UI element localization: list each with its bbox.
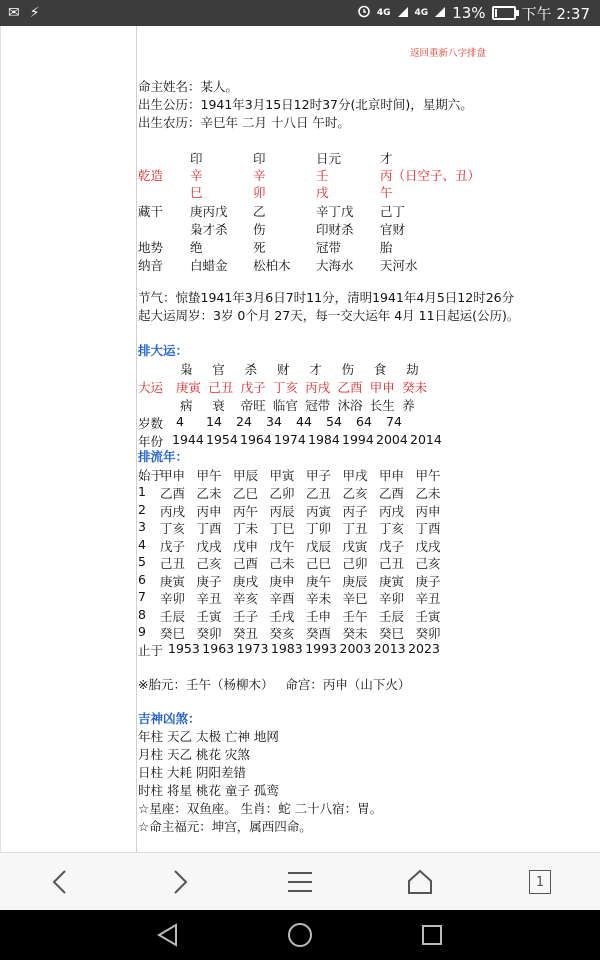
- nayin-2: 松柏木: [253, 258, 291, 273]
- liunian-cell: 己卯: [342, 556, 368, 571]
- liunian-end-year: 1953: [168, 641, 200, 656]
- liunian-start: 甲子: [306, 468, 332, 483]
- fuyuan-line: ☆命主福元：坤宫，属西四命。: [138, 819, 312, 834]
- dayun-state: 冠带: [305, 398, 331, 413]
- dayun-shishen: 才: [309, 362, 322, 377]
- top-shishen-1: 印: [190, 151, 203, 166]
- liunian-cell: 丙子: [342, 503, 368, 519]
- dayun-shishen: 枭: [180, 362, 193, 377]
- liunian-cell: 壬寅: [196, 608, 222, 624]
- canggan-1: 庚丙戊: [190, 204, 228, 219]
- top-shishen-3: 日元: [316, 151, 342, 166]
- liunian-cell: 丁未: [233, 521, 259, 536]
- canggan-label: 藏干: [138, 204, 164, 219]
- shensha-month: 月柱 天乙 桃花 灾煞: [138, 747, 250, 762]
- branch-4: 午: [380, 185, 393, 200]
- qiyun-line: 起大运周岁：3岁 0个月 27天，每一交大运年 4月 11日起运(公历)。: [138, 308, 520, 323]
- web-content: [0, 26, 600, 852]
- browser-toolbar: [0, 852, 600, 911]
- taiyuan-line: ※胎元：壬午（杨柳木） 命宫：丙申（山下火）: [138, 677, 411, 692]
- triangle-back-icon: [155, 922, 181, 948]
- dayun-state: 养: [402, 398, 415, 413]
- home-icon: [407, 869, 433, 895]
- liunian-cell: 丁丑: [342, 521, 368, 536]
- dayun-shishen: 劫: [406, 362, 419, 377]
- jieqi-line: 节气：惊蛰1941年3月6日7时11分，清明1941年4月5日12时26分: [138, 290, 515, 305]
- circle-home-icon: [286, 921, 314, 949]
- dishi-label: 地势: [138, 240, 164, 255]
- branch-1: 巳: [190, 185, 203, 200]
- dishi-3: 冠带: [316, 240, 342, 255]
- dayun-pillar: 丙戌: [305, 380, 331, 395]
- dayun-state: 病: [180, 398, 193, 413]
- message-icon: ✉: [8, 5, 20, 21]
- canggan-2: 乙: [253, 204, 266, 219]
- clock: 下午 2:37: [521, 4, 590, 23]
- liunian-cell: 辛丑: [415, 591, 441, 606]
- liunian-cell: 己丑: [160, 556, 186, 571]
- liunian-cell: 丙午: [233, 503, 259, 519]
- liunian-cell: 乙酉: [160, 486, 186, 501]
- dayun-age: 44: [296, 414, 312, 429]
- status-bar: [0, 0, 600, 26]
- liunian-row-number: 5: [138, 554, 146, 569]
- liunian-cell: 戊子: [379, 538, 405, 554]
- dayun-year: 1954: [206, 432, 238, 447]
- dayun-year: 1984: [308, 432, 340, 447]
- dayun-state: 沐浴: [337, 398, 363, 413]
- dayun-shishen: 杀: [244, 362, 258, 377]
- liunian-row-number: 9: [138, 624, 146, 639]
- liunian-cell: 戊辰: [306, 538, 332, 554]
- liunian-cell: 丁酉: [196, 521, 222, 536]
- liunian-cell: 戊子: [160, 538, 186, 554]
- dishi-2: 死: [253, 240, 266, 255]
- nayin-4: 天河水: [380, 258, 418, 273]
- dayun-year: 1944: [172, 432, 204, 447]
- dayun-pillar: 乙酉: [337, 380, 363, 395]
- forward-button[interactable]: [158, 863, 202, 901]
- page-margin-line: [136, 26, 137, 852]
- liunian-start: 甲申: [379, 468, 405, 483]
- dayun-shishen: 伤: [341, 362, 355, 377]
- cg-shishen-3: 印财杀: [316, 222, 354, 237]
- liunian-start: 甲寅: [269, 468, 295, 483]
- top-shishen-4: 才: [380, 151, 393, 166]
- liunian-cell: 丁巳: [269, 521, 295, 536]
- year-label: 年份: [138, 434, 164, 449]
- liunian-cell: 辛丑: [196, 591, 222, 606]
- chevron-left-icon: [50, 869, 70, 895]
- liunian-cell: 壬戌: [269, 608, 295, 624]
- liunian-cell: 壬寅: [415, 608, 441, 624]
- dayun-pillar: 甲申: [369, 380, 395, 395]
- liunian-cell: 壬午: [342, 608, 368, 624]
- cg-shishen-4: 官财: [380, 222, 406, 237]
- liunian-cell: 癸卯: [196, 626, 222, 641]
- home-button[interactable]: [398, 863, 442, 901]
- liunian-cell: 癸亥: [269, 626, 295, 641]
- dayun-shishen: 食: [373, 362, 387, 377]
- liunian-cell: 己亥: [196, 556, 222, 571]
- liunian-end-year: 1973: [236, 641, 269, 656]
- tabs-button[interactable]: [518, 863, 562, 901]
- shensha-year: 年柱 天乙 太极 亡神 地网: [138, 729, 279, 744]
- liunian-cell: 丙寅: [306, 503, 332, 519]
- liunian-row-number: 3: [138, 519, 146, 534]
- liunian-start: 甲申: [160, 468, 186, 483]
- dayun-pillar: 戊子: [240, 380, 266, 395]
- liunian-cell: 庚寅: [379, 573, 405, 589]
- liunian-cell: 己酉: [233, 556, 259, 571]
- liunian-cell: 癸巳: [160, 626, 186, 641]
- liunian-cell: 壬子: [233, 608, 259, 624]
- liunian-cell: 癸丑: [233, 626, 259, 641]
- liunian-cell: 丁酉: [415, 521, 441, 536]
- liunian-cell: 丙申: [196, 503, 222, 519]
- dayun-shishen: 财: [276, 362, 290, 377]
- network-4g-label-2: 4G: [414, 8, 429, 18]
- dayun-age: 64: [356, 414, 372, 429]
- branch-3: 戌: [316, 185, 329, 200]
- liunian-cell: 癸巳: [379, 626, 405, 641]
- dayun-pillar: 己丑: [208, 380, 234, 395]
- liunian-cell: 丙辰: [269, 503, 295, 519]
- liunian-cell: 庚午: [306, 573, 332, 589]
- liunian-cell: 戊寅: [342, 538, 368, 554]
- liunian-cell: 戊午: [269, 538, 295, 554]
- name-line: 命主姓名：某人。: [138, 79, 239, 94]
- menu-button[interactable]: [278, 863, 322, 901]
- solar-date-line: 出生公历：1941年3月15日12时37分(北京时间)，星期六。: [138, 97, 473, 112]
- liunian-cell: 己巳: [306, 556, 332, 571]
- liunian-cell: 己未: [269, 556, 295, 571]
- chevron-right-icon: [170, 869, 190, 895]
- canggan-4: 己丁: [380, 204, 406, 219]
- alarm-icon: [357, 4, 371, 22]
- dayun-pillar: 丁亥: [272, 380, 298, 395]
- liunian-cell: 乙卯: [269, 486, 295, 501]
- dayun-state: 衰: [212, 398, 225, 413]
- liunian-cell: 庚子: [196, 573, 222, 589]
- signal-icon-2: [434, 4, 446, 22]
- recalculate-link[interactable]: 返回重新八字排盘: [410, 48, 487, 59]
- liunian-cell: 庚戌: [233, 573, 259, 589]
- liunian-cell: 乙未: [196, 486, 222, 501]
- dayun-year: 1994: [342, 432, 374, 447]
- dayun-state: 帝旺: [240, 398, 266, 413]
- stem-1: 辛: [190, 168, 203, 183]
- liunian-end-year: 1963: [202, 641, 235, 656]
- liunian-title: 排流年：: [138, 449, 189, 464]
- battery-percent: 13%: [452, 4, 486, 22]
- dayun-pillar: 庚寅: [176, 380, 202, 395]
- dayun-label: 大运: [138, 380, 164, 395]
- dayun-year: 2014: [410, 432, 442, 447]
- shensha-hour: 时柱 将星 桃花 童子 孤鸾: [138, 783, 279, 798]
- qianzao-label: 乾造: [138, 168, 164, 183]
- liunian-cell: 丙戌: [160, 503, 186, 519]
- liunian-cell: 辛卯: [160, 591, 186, 606]
- liunian-cell: 辛酉: [269, 591, 295, 606]
- battery-icon: [492, 6, 516, 20]
- system-navigation-bar: [0, 910, 600, 960]
- liunian-row-number: 2: [138, 501, 146, 517]
- tab-count: 1: [529, 870, 551, 894]
- liunian-cell: 庚寅: [160, 573, 186, 589]
- dayun-year: 1974: [274, 432, 306, 447]
- cg-shishen-2: 伤: [253, 222, 266, 237]
- liunian-row-number: 4: [138, 536, 146, 552]
- xingzuo-line: ☆星座：双鱼座。 生肖：蛇 二十八宿：胃。: [138, 801, 383, 816]
- dayun-state: 长生: [369, 398, 395, 413]
- liunian-cell: 壬申: [306, 608, 332, 624]
- stem-2: 辛: [253, 168, 266, 183]
- page-edge: [0, 26, 1, 852]
- nayin-1: 白蜡金: [190, 258, 228, 273]
- stem-3: 壬: [316, 168, 329, 183]
- age-label: 岁数: [138, 416, 164, 431]
- liunian-row-number: 1: [138, 484, 146, 499]
- lunar-date-line: 出生农历：辛巳年 二月 十八日 午时。: [138, 115, 350, 130]
- liunian-start-label: 始于: [138, 468, 164, 483]
- liunian-end-year: 2003: [339, 641, 372, 656]
- shensha-day: 日柱 大耗 阴阳差错: [138, 765, 246, 780]
- liunian-row-number: 6: [138, 571, 146, 587]
- square-recents-icon: [420, 923, 444, 947]
- liunian-cell: 己丑: [379, 556, 405, 571]
- dayun-age: 34: [266, 414, 282, 429]
- liunian-cell: 乙巳: [233, 486, 259, 501]
- liunian-start: 甲午: [196, 468, 222, 483]
- liunian-end-year: 2023: [408, 641, 440, 656]
- charging-icon: ⚡: [29, 5, 40, 21]
- dishi-4: 胎: [380, 240, 393, 255]
- liunian-start: 甲午: [415, 468, 441, 483]
- liunian-cell: 乙丑: [306, 486, 332, 501]
- liunian-cell: 丁亥: [379, 521, 405, 536]
- liunian-cell: 壬辰: [160, 608, 186, 624]
- shensha-title: 吉神凶煞：: [138, 711, 201, 726]
- nayin-label: 纳音: [138, 258, 164, 273]
- liunian-cell: 壬辰: [379, 608, 405, 624]
- liunian-cell: 辛未: [306, 591, 332, 606]
- liunian-cell: 癸酉: [306, 626, 332, 641]
- liunian-row-number: 8: [138, 606, 146, 622]
- signal-icon: [397, 4, 409, 22]
- canggan-3: 辛丁戊: [316, 204, 354, 219]
- liunian-cell: 戊戌: [196, 538, 222, 554]
- liunian-cell: 丙申: [415, 503, 441, 519]
- liunian-cell: 癸卯: [415, 626, 441, 641]
- dishi-1: 绝: [190, 240, 203, 255]
- cg-shishen-1: 枭才杀: [190, 222, 228, 237]
- dayun-state: 临官: [272, 398, 298, 413]
- liunian-cell: 庚子: [415, 573, 441, 589]
- dayun-age: 14: [206, 414, 222, 429]
- dayun-age: 4: [176, 414, 184, 429]
- nayin-3: 大海水: [316, 258, 354, 273]
- liunian-cell: 戊戌: [415, 538, 441, 554]
- liunian-end-year: 2013: [373, 641, 406, 656]
- bazi-page: [138, 26, 600, 852]
- network-4g-label: 4G: [376, 8, 391, 18]
- dayun-age: 24: [236, 414, 252, 429]
- dayun-title: 排大运：: [138, 343, 189, 358]
- liunian-cell: 戊申: [233, 538, 259, 554]
- back-button[interactable]: [38, 863, 82, 901]
- liunian-end-year: 1983: [270, 641, 303, 656]
- liunian-cell: 庚申: [269, 573, 295, 589]
- liunian-start: 甲戌: [342, 468, 368, 483]
- dayun-year: 2004: [376, 432, 408, 447]
- liunian-cell: 丁亥: [160, 521, 186, 536]
- liunian-cell: 乙亥: [342, 486, 368, 501]
- liunian-row-number: 7: [138, 589, 146, 604]
- liunian-start: 甲辰: [233, 468, 259, 483]
- liunian-cell: 乙未: [415, 486, 441, 501]
- liunian-end-label: 止于: [138, 643, 164, 658]
- system-recents-button[interactable]: [412, 918, 452, 952]
- menu-icon: [287, 871, 313, 893]
- liunian-cell: 癸未: [342, 626, 368, 641]
- liunian-cell: 丁卯: [306, 521, 332, 536]
- liunian-end-year: 1993: [305, 641, 337, 656]
- stem-4: 丙（日空子、丑）: [380, 168, 481, 183]
- dayun-age: 54: [326, 414, 342, 429]
- system-home-button[interactable]: [280, 918, 320, 952]
- liunian-cell: 丙戌: [379, 503, 405, 519]
- liunian-cell: 乙酉: [379, 486, 405, 501]
- liunian-cell: 己亥: [415, 556, 441, 571]
- top-shishen-2: 印: [253, 151, 266, 166]
- dayun-age: 74: [386, 414, 402, 429]
- dayun-pillar: 癸未: [402, 380, 428, 395]
- branch-2: 卯: [253, 185, 266, 200]
- dayun-shishen: 官: [212, 362, 225, 377]
- liunian-cell: 辛卯: [379, 591, 405, 606]
- system-back-button[interactable]: [148, 918, 188, 952]
- liunian-cell: 辛亥: [233, 591, 259, 606]
- liunian-cell: 辛巳: [342, 591, 368, 606]
- dayun-year: 1964: [240, 432, 272, 447]
- liunian-cell: 庚辰: [342, 573, 368, 589]
